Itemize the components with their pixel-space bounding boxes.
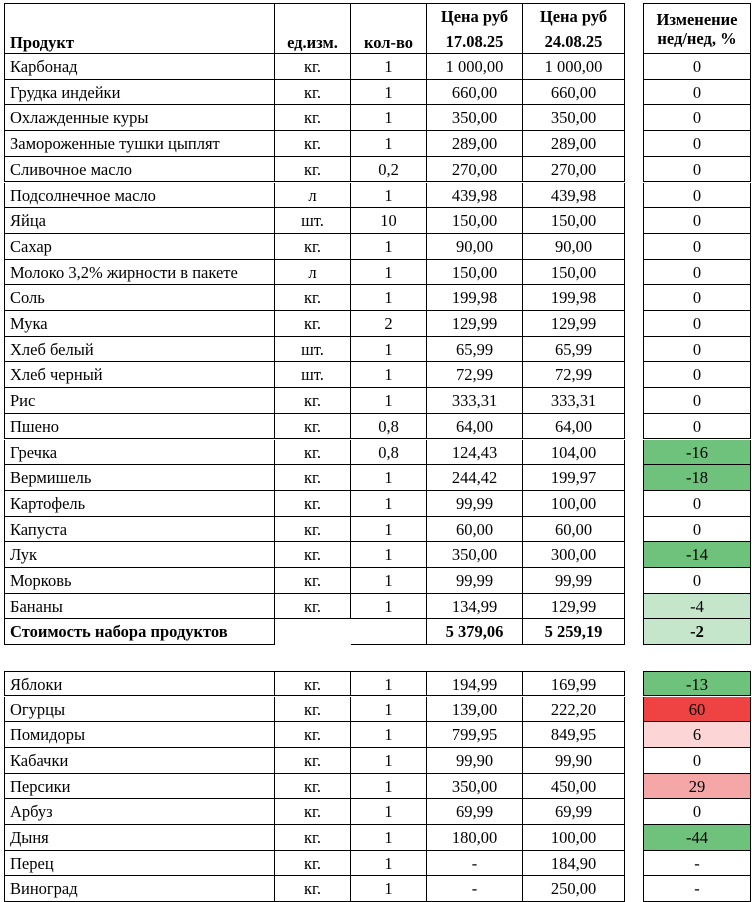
product-name: Пшено — [4, 414, 275, 440]
price-1-cell: 90,00 — [427, 234, 523, 260]
unit-cell: кг. — [275, 54, 351, 80]
unit-cell: кг. — [275, 825, 351, 851]
product-name: Охлажденные куры — [4, 105, 275, 131]
unit-cell: шт. — [275, 362, 351, 388]
product-name: Картофель — [4, 491, 275, 517]
price-2-cell: 439,98 — [523, 183, 625, 209]
price-2-cell: 150,00 — [523, 208, 625, 234]
total-unit-empty — [275, 619, 351, 645]
qty-cell: 1 — [351, 80, 427, 106]
change-cell: 0 — [643, 568, 751, 594]
price-2-cell: 660,00 — [523, 80, 625, 106]
qty-cell: 1 — [351, 362, 427, 388]
price-1-cell: 99,99 — [427, 568, 523, 594]
product-name: Сливочное масло — [4, 157, 275, 183]
unit-cell: кг. — [275, 440, 351, 466]
product-name: Вермишель — [4, 465, 275, 491]
price-2-cell: 72,99 — [523, 362, 625, 388]
price-2-cell: 65,99 — [523, 337, 625, 363]
product-name: Персики — [4, 774, 275, 800]
unit-cell: кг. — [275, 105, 351, 131]
price-2-cell: 849,95 — [523, 722, 625, 748]
qty-cell: 1 — [351, 542, 427, 568]
product-name: Молоко 3,2% жирности в пакете — [4, 260, 275, 286]
price-2-cell: 169,99 — [523, 671, 625, 697]
price-2-cell: 69,99 — [523, 799, 625, 825]
price-1-cell: 129,99 — [427, 311, 523, 337]
unit-cell: кг. — [275, 568, 351, 594]
qty-cell: 1 — [351, 517, 427, 543]
unit-cell: кг. — [275, 465, 351, 491]
header-change-line2: нед/нед, % — [657, 29, 737, 48]
price-1-cell: 150,00 — [427, 208, 523, 234]
unit-cell: кг. — [275, 697, 351, 723]
unit-cell: кг. — [275, 799, 351, 825]
price-2-cell: 60,00 — [523, 517, 625, 543]
change-cell: 29 — [643, 774, 751, 800]
price-2-cell: 184,90 — [523, 851, 625, 877]
change-cell: -13 — [643, 671, 751, 697]
qty-cell: 1 — [351, 594, 427, 620]
change-cell: 0 — [643, 388, 751, 414]
price-2-cell: 104,00 — [523, 440, 625, 466]
header-price-2-date: 24.08.25 — [544, 32, 603, 51]
change-cell: - — [643, 876, 751, 902]
product-name: Капуста — [4, 517, 275, 543]
qty-cell: 1 — [351, 285, 427, 311]
unit-cell: кг. — [275, 285, 351, 311]
header-price-1 — [427, 3, 523, 54]
unit-cell: кг. — [275, 774, 351, 800]
unit-cell: кг. — [275, 311, 351, 337]
product-name: Дыня — [4, 825, 275, 851]
total-price-2: 5 259,19 — [523, 619, 625, 645]
qty-cell: 1 — [351, 260, 427, 286]
change-cell: 0 — [643, 517, 751, 543]
product-name: Помидоры — [4, 722, 275, 748]
price-2-cell: 250,00 — [523, 876, 625, 902]
unit-cell: кг. — [275, 748, 351, 774]
header-change-line1: Изменение — [656, 10, 738, 29]
product-name: Перец — [4, 851, 275, 877]
price-2-cell: 199,97 — [523, 465, 625, 491]
price-2-cell: 300,00 — [523, 542, 625, 568]
qty-cell: 1 — [351, 465, 427, 491]
qty-cell: 1 — [351, 337, 427, 363]
unit-cell: кг. — [275, 491, 351, 517]
qty-cell: 1 — [351, 774, 427, 800]
price-1-cell: 134,99 — [427, 594, 523, 620]
unit-cell: кг. — [275, 388, 351, 414]
price-1-cell: 194,99 — [427, 671, 523, 697]
change-cell: - — [643, 851, 751, 877]
product-name: Соль — [4, 285, 275, 311]
qty-cell: 1 — [351, 851, 427, 877]
price-2-cell: 222,20 — [523, 697, 625, 723]
price-2-cell: 289,00 — [523, 131, 625, 157]
price-2-cell: 1 000,00 — [523, 54, 625, 80]
price-2-cell: 100,00 — [523, 825, 625, 851]
change-cell: 0 — [643, 362, 751, 388]
header-price-2-line1: Цена руб — [539, 7, 608, 26]
unit-cell: кг. — [275, 671, 351, 697]
product-name: Огурцы — [4, 697, 275, 723]
price-1-cell: 69,99 — [427, 799, 523, 825]
price-1-cell: 150,00 — [427, 260, 523, 286]
qty-cell: 1 — [351, 722, 427, 748]
change-cell: 0 — [643, 80, 751, 106]
price-2-cell: 99,99 — [523, 568, 625, 594]
header-price-2 — [523, 3, 625, 54]
price-1-cell: 244,42 — [427, 465, 523, 491]
total-qty-empty — [351, 619, 427, 645]
qty-cell: 1 — [351, 568, 427, 594]
qty-cell: 2 — [351, 311, 427, 337]
total-change: -2 — [643, 619, 751, 645]
qty-cell: 1 — [351, 105, 427, 131]
qty-cell: 1 — [351, 876, 427, 902]
product-name: Грудка индейки — [4, 80, 275, 106]
total-label: Стоимость набора продуктов — [4, 619, 275, 645]
change-cell: -4 — [643, 594, 751, 620]
unit-cell: кг. — [275, 414, 351, 440]
unit-cell: кг. — [275, 157, 351, 183]
qty-cell: 10 — [351, 208, 427, 234]
change-cell: -16 — [643, 440, 751, 466]
change-cell: 0 — [643, 260, 751, 286]
price-1-cell: 65,99 — [427, 337, 523, 363]
price-1-cell: 180,00 — [427, 825, 523, 851]
product-name: Морковь — [4, 568, 275, 594]
price-1-cell: 333,31 — [427, 388, 523, 414]
price-2-cell: 450,00 — [523, 774, 625, 800]
price-1-cell: 439,98 — [427, 183, 523, 209]
change-cell: 0 — [643, 157, 751, 183]
price-1-cell: - — [427, 851, 523, 877]
change-cell: 0 — [643, 799, 751, 825]
qty-cell: 1 — [351, 388, 427, 414]
change-cell: -44 — [643, 825, 751, 851]
change-cell: 0 — [643, 234, 751, 260]
price-1-cell: 289,00 — [427, 131, 523, 157]
header-price-1-date: 17.08.25 — [445, 32, 504, 51]
price-2-cell: 100,00 — [523, 491, 625, 517]
header-change — [643, 3, 751, 54]
qty-cell: 1 — [351, 234, 427, 260]
change-cell: 0 — [643, 208, 751, 234]
product-name: Лук — [4, 542, 275, 568]
unit-cell: шт. — [275, 208, 351, 234]
product-name: Замороженные тушки цыплят — [4, 131, 275, 157]
product-name: Гречка — [4, 440, 275, 466]
change-cell: 0 — [643, 748, 751, 774]
product-name: Сахар — [4, 234, 275, 260]
change-cell: 0 — [643, 285, 751, 311]
price-1-cell: 350,00 — [427, 105, 523, 131]
change-cell: 0 — [643, 414, 751, 440]
header-product: Продукт — [4, 3, 275, 54]
change-cell: 0 — [643, 105, 751, 131]
change-cell: 6 — [643, 722, 751, 748]
price-1-cell: 64,00 — [427, 414, 523, 440]
qty-cell: 1 — [351, 54, 427, 80]
change-cell: 0 — [643, 183, 751, 209]
price-1-cell: 99,99 — [427, 491, 523, 517]
price-1-cell: 270,00 — [427, 157, 523, 183]
unit-cell: л — [275, 183, 351, 209]
qty-cell: 1 — [351, 697, 427, 723]
header-price-1-line1: Цена руб — [440, 7, 509, 26]
price-1-cell: 72,99 — [427, 362, 523, 388]
qty-cell: 0,2 — [351, 157, 427, 183]
price-2-cell: 64,00 — [523, 414, 625, 440]
header-unit: ед.изм. — [275, 3, 351, 54]
price-1-cell: 799,95 — [427, 722, 523, 748]
price-2-cell: 99,90 — [523, 748, 625, 774]
product-name: Карбонад — [4, 54, 275, 80]
qty-cell: 1 — [351, 825, 427, 851]
product-name: Хлеб черный — [4, 362, 275, 388]
qty-cell: 0,8 — [351, 440, 427, 466]
unit-cell: шт. — [275, 337, 351, 363]
change-cell: 0 — [643, 311, 751, 337]
product-name: Кабачки — [4, 748, 275, 774]
price-2-cell: 129,99 — [523, 594, 625, 620]
unit-cell: л — [275, 260, 351, 286]
qty-cell: 1 — [351, 131, 427, 157]
product-name: Рис — [4, 388, 275, 414]
qty-cell: 1 — [351, 491, 427, 517]
header-qty: кол-во — [351, 3, 427, 54]
change-cell: 0 — [643, 54, 751, 80]
price-2-cell: 199,98 — [523, 285, 625, 311]
unit-cell: кг. — [275, 80, 351, 106]
price-1-cell: 350,00 — [427, 774, 523, 800]
price-1-cell: - — [427, 876, 523, 902]
price-1-cell: 60,00 — [427, 517, 523, 543]
price-2-cell: 333,31 — [523, 388, 625, 414]
unit-cell: кг. — [275, 517, 351, 543]
unit-cell: кг. — [275, 876, 351, 902]
price-2-cell: 90,00 — [523, 234, 625, 260]
product-name: Яблоки — [4, 671, 275, 697]
change-cell: 0 — [643, 131, 751, 157]
price-2-cell: 129,99 — [523, 311, 625, 337]
change-cell: 0 — [643, 491, 751, 517]
change-cell: 60 — [643, 697, 751, 723]
total-price-1: 5 379,06 — [427, 619, 523, 645]
unit-cell: кг. — [275, 594, 351, 620]
price-2-cell: 350,00 — [523, 105, 625, 131]
unit-cell: кг. — [275, 131, 351, 157]
change-cell: -14 — [643, 542, 751, 568]
price-1-cell: 139,00 — [427, 697, 523, 723]
qty-cell: 0,8 — [351, 414, 427, 440]
product-name: Подсолнечное масло — [4, 183, 275, 209]
product-name: Хлеб белый — [4, 337, 275, 363]
change-cell: 0 — [643, 337, 751, 363]
qty-cell: 1 — [351, 671, 427, 697]
product-name: Мука — [4, 311, 275, 337]
unit-cell: кг. — [275, 722, 351, 748]
qty-cell: 1 — [351, 183, 427, 209]
price-1-cell: 660,00 — [427, 80, 523, 106]
qty-cell: 1 — [351, 748, 427, 774]
product-name: Бананы — [4, 594, 275, 620]
unit-cell: кг. — [275, 542, 351, 568]
price-1-cell: 99,90 — [427, 748, 523, 774]
unit-cell: кг. — [275, 234, 351, 260]
product-name: Яйца — [4, 208, 275, 234]
price-1-cell: 199,98 — [427, 285, 523, 311]
product-name: Виноград — [4, 876, 275, 902]
price-1-cell: 350,00 — [427, 542, 523, 568]
price-1-cell: 124,43 — [427, 440, 523, 466]
change-cell: -18 — [643, 465, 751, 491]
product-name: Арбуз — [4, 799, 275, 825]
qty-cell: 1 — [351, 799, 427, 825]
price-2-cell: 150,00 — [523, 260, 625, 286]
price-2-cell: 270,00 — [523, 157, 625, 183]
price-1-cell: 1 000,00 — [427, 54, 523, 80]
unit-cell: кг. — [275, 851, 351, 877]
